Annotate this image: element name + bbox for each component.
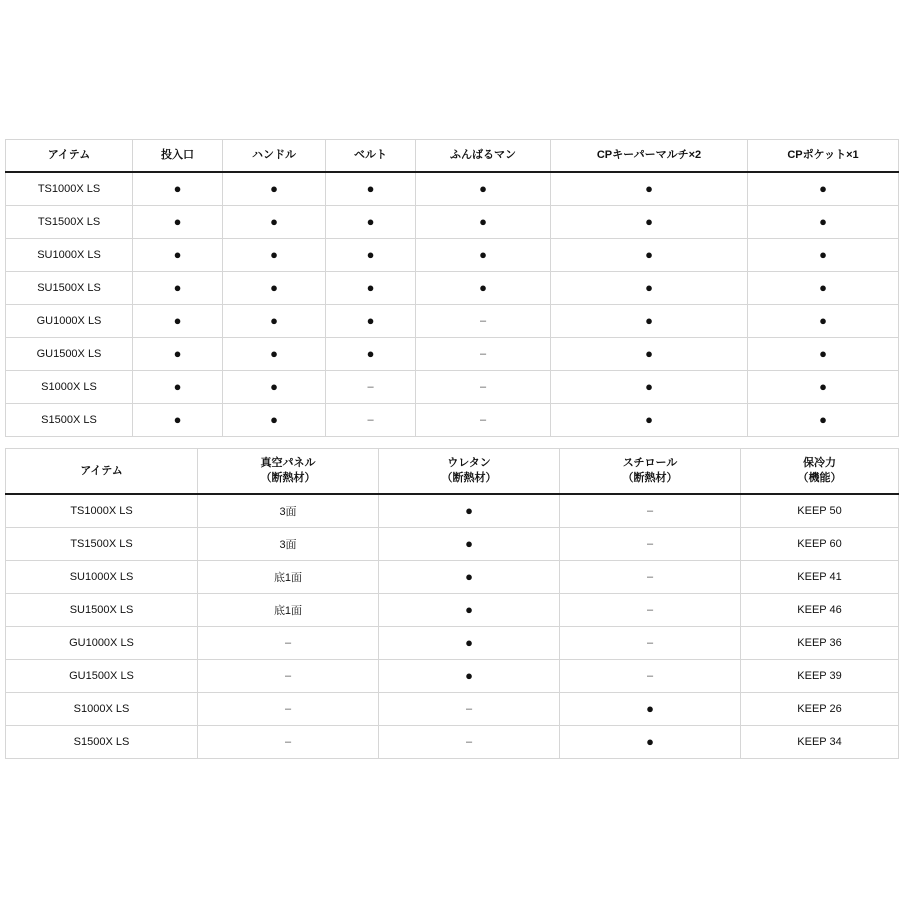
dash-mark: – bbox=[646, 604, 654, 616]
value-cell bbox=[326, 371, 416, 404]
table-row bbox=[6, 627, 899, 660]
value-cell bbox=[748, 305, 899, 338]
dot-mark: ● bbox=[366, 247, 375, 262]
dot-mark: ● bbox=[270, 280, 278, 295]
table-row bbox=[6, 371, 899, 404]
value-cell bbox=[551, 371, 748, 404]
dot-mark: ● bbox=[173, 181, 182, 196]
dot-mark: ● bbox=[819, 181, 827, 196]
dash-mark: – bbox=[646, 571, 654, 583]
header-row bbox=[6, 140, 899, 173]
table-row bbox=[6, 693, 899, 726]
column-header-line: （断熱材） bbox=[441, 472, 497, 484]
dot-mark: ● bbox=[645, 412, 653, 427]
column-header: アイテム bbox=[6, 140, 133, 173]
value-cell bbox=[198, 726, 379, 759]
dot-mark: ● bbox=[645, 247, 653, 262]
dash-mark: – bbox=[646, 505, 654, 517]
value-cell bbox=[379, 627, 560, 660]
dot-mark: ● bbox=[173, 313, 182, 328]
dash-mark: – bbox=[479, 414, 487, 426]
value-cell bbox=[560, 494, 741, 528]
value-cell: 3面 bbox=[198, 528, 379, 561]
dot-mark: ● bbox=[646, 701, 654, 716]
value-cell bbox=[416, 371, 551, 404]
accessories-table-body bbox=[6, 172, 899, 437]
value-cell: KEEP 60 bbox=[741, 528, 899, 561]
item-name-cell: SU1000X LS bbox=[6, 561, 198, 594]
value-cell bbox=[223, 272, 326, 305]
dot-mark: ● bbox=[645, 280, 653, 295]
item-name-cell: TS1000X LS bbox=[6, 172, 133, 206]
value-cell bbox=[416, 272, 551, 305]
value-cell bbox=[379, 660, 560, 693]
item-name-cell: S1500X LS bbox=[6, 404, 133, 437]
table-row bbox=[6, 272, 899, 305]
accessories-table-header bbox=[6, 140, 899, 173]
table-row bbox=[6, 305, 899, 338]
dot-mark: ● bbox=[270, 379, 278, 394]
value-cell bbox=[133, 338, 223, 371]
column-header: CPキーパーマルチ×2 bbox=[551, 140, 748, 173]
value-cell: KEEP 36 bbox=[741, 627, 899, 660]
dot-mark: ● bbox=[465, 602, 473, 617]
dot-mark: ● bbox=[645, 346, 653, 361]
value-cell bbox=[223, 305, 326, 338]
column-header bbox=[198, 449, 379, 495]
dot-mark: ● bbox=[819, 280, 827, 295]
value-cell bbox=[748, 272, 899, 305]
column-header-line: （機能） bbox=[797, 472, 842, 484]
column-header-line: アイテム bbox=[80, 464, 123, 477]
dot-mark: ● bbox=[173, 280, 182, 295]
value-cell: 底1面 bbox=[198, 594, 379, 627]
column-header bbox=[6, 449, 198, 495]
value-cell bbox=[748, 338, 899, 371]
value-cell bbox=[379, 528, 560, 561]
dot-mark: ● bbox=[479, 214, 487, 229]
item-name-cell: TS1000X LS bbox=[6, 494, 198, 528]
column-header-line: 保冷力 bbox=[803, 457, 836, 469]
insulation-table-header bbox=[6, 449, 899, 495]
value-cell bbox=[379, 561, 560, 594]
value-cell bbox=[560, 528, 741, 561]
column-header-line: （断熱材） bbox=[622, 472, 678, 484]
value-cell bbox=[416, 172, 551, 206]
table-row bbox=[6, 561, 899, 594]
table-row bbox=[6, 239, 899, 272]
column-header-line: 真空パネル bbox=[260, 457, 316, 469]
dot-mark: ● bbox=[270, 247, 278, 262]
value-cell bbox=[416, 338, 551, 371]
item-name-cell: TS1500X LS bbox=[6, 206, 133, 239]
value-cell: KEEP 26 bbox=[741, 693, 899, 726]
dot-mark: ● bbox=[819, 346, 827, 361]
value-cell: KEEP 39 bbox=[741, 660, 899, 693]
dot-mark: ● bbox=[819, 214, 827, 229]
item-name-cell: S1500X LS bbox=[6, 726, 198, 759]
value-cell bbox=[326, 404, 416, 437]
dash-mark: – bbox=[465, 736, 473, 748]
value-cell bbox=[379, 494, 560, 528]
value-cell bbox=[223, 371, 326, 404]
item-name-cell: GU1000X LS bbox=[6, 305, 133, 338]
column-header: ハンドル bbox=[223, 140, 326, 173]
value-cell bbox=[379, 594, 560, 627]
column-header: 投入口 bbox=[133, 140, 223, 173]
dash-mark: – bbox=[646, 670, 654, 682]
dot-mark: ● bbox=[479, 280, 487, 295]
item-name-cell: S1000X LS bbox=[6, 693, 198, 726]
dot-mark: ● bbox=[819, 412, 827, 427]
dash-mark: – bbox=[479, 381, 487, 393]
value-cell bbox=[551, 239, 748, 272]
value-cell bbox=[560, 561, 741, 594]
insulation-table-body bbox=[6, 494, 899, 759]
dot-mark: ● bbox=[173, 379, 182, 394]
dot-mark: ● bbox=[645, 181, 653, 196]
value-cell bbox=[416, 305, 551, 338]
value-cell bbox=[551, 172, 748, 206]
dash-mark: – bbox=[284, 736, 292, 748]
dot-mark: ● bbox=[270, 346, 278, 361]
dot-mark: ● bbox=[270, 214, 278, 229]
value-cell bbox=[416, 206, 551, 239]
column-header: CPポケット×1 bbox=[748, 140, 899, 173]
value-cell bbox=[326, 338, 416, 371]
dash-mark: – bbox=[284, 670, 292, 682]
dot-mark: ● bbox=[270, 412, 278, 427]
item-name-cell: TS1500X LS bbox=[6, 528, 198, 561]
value-cell bbox=[560, 693, 741, 726]
value-cell bbox=[551, 206, 748, 239]
value-cell bbox=[560, 627, 741, 660]
dot-mark: ● bbox=[465, 668, 473, 683]
dash-mark: – bbox=[367, 414, 374, 426]
value-cell bbox=[560, 726, 741, 759]
dot-mark: ● bbox=[645, 313, 653, 328]
item-name-cell: GU1500X LS bbox=[6, 338, 133, 371]
value-cell bbox=[748, 172, 899, 206]
table-row bbox=[6, 660, 899, 693]
item-name-cell: S1000X LS bbox=[6, 371, 133, 404]
dot-mark: ● bbox=[465, 635, 473, 650]
value-cell: KEEP 46 bbox=[741, 594, 899, 627]
value-cell bbox=[223, 338, 326, 371]
value-cell: KEEP 34 bbox=[741, 726, 899, 759]
column-header-line: ウレタン bbox=[447, 457, 491, 469]
dot-mark: ● bbox=[819, 379, 827, 394]
value-cell bbox=[133, 404, 223, 437]
value-cell bbox=[326, 239, 416, 272]
value-cell bbox=[198, 627, 379, 660]
item-name-cell: GU1500X LS bbox=[6, 660, 198, 693]
value-cell bbox=[379, 726, 560, 759]
dot-mark: ● bbox=[479, 181, 487, 196]
dash-mark: – bbox=[479, 315, 487, 327]
value-cell bbox=[133, 371, 223, 404]
dash-mark: – bbox=[479, 348, 487, 360]
item-name-cell: SU1500X LS bbox=[6, 594, 198, 627]
dot-mark: ● bbox=[270, 181, 278, 196]
dash-mark: – bbox=[646, 538, 654, 550]
value-cell: 3面 bbox=[198, 494, 379, 528]
column-header bbox=[560, 449, 741, 495]
dot-mark: ● bbox=[819, 247, 827, 262]
dash-mark: – bbox=[367, 381, 374, 393]
value-cell bbox=[198, 693, 379, 726]
dot-mark: ● bbox=[819, 313, 827, 328]
value-cell bbox=[551, 272, 748, 305]
dot-mark: ● bbox=[479, 247, 487, 262]
value-cell bbox=[133, 239, 223, 272]
value-cell bbox=[133, 172, 223, 206]
column-header-line: スチロール bbox=[622, 457, 678, 469]
value-cell bbox=[551, 404, 748, 437]
column-header-line: （断熱材） bbox=[260, 472, 316, 484]
dot-mark: ● bbox=[173, 214, 182, 229]
dash-mark: – bbox=[465, 703, 473, 715]
column-header: ふんばるマン bbox=[416, 140, 551, 173]
table-row bbox=[6, 206, 899, 239]
value-cell bbox=[416, 404, 551, 437]
value-cell bbox=[133, 206, 223, 239]
table-row bbox=[6, 404, 899, 437]
value-cell bbox=[223, 206, 326, 239]
value-cell bbox=[223, 404, 326, 437]
value-cell bbox=[326, 206, 416, 239]
value-cell: KEEP 50 bbox=[741, 494, 899, 528]
dash-mark: – bbox=[284, 703, 292, 715]
column-header bbox=[379, 449, 560, 495]
dot-mark: ● bbox=[173, 247, 182, 262]
dot-mark: ● bbox=[465, 503, 473, 518]
item-name-cell: SU1000X LS bbox=[6, 239, 133, 272]
table-row bbox=[6, 172, 899, 206]
value-cell bbox=[560, 660, 741, 693]
value-cell bbox=[326, 272, 416, 305]
value-cell: 底1面 bbox=[198, 561, 379, 594]
dot-mark: ● bbox=[366, 313, 375, 328]
dot-mark: ● bbox=[465, 536, 473, 551]
accessories-table bbox=[5, 139, 899, 437]
header-row bbox=[6, 449, 899, 495]
dot-mark: ● bbox=[645, 379, 653, 394]
value-cell bbox=[223, 239, 326, 272]
value-cell bbox=[416, 239, 551, 272]
dot-mark: ● bbox=[645, 214, 653, 229]
table-row bbox=[6, 528, 899, 561]
value-cell bbox=[748, 371, 899, 404]
item-name-cell: SU1500X LS bbox=[6, 272, 133, 305]
value-cell bbox=[379, 693, 560, 726]
insulation-table bbox=[5, 448, 899, 759]
value-cell bbox=[133, 305, 223, 338]
dash-mark: – bbox=[284, 637, 292, 649]
table-row bbox=[6, 594, 899, 627]
dot-mark: ● bbox=[366, 214, 375, 229]
dot-mark: ● bbox=[173, 346, 182, 361]
value-cell bbox=[748, 206, 899, 239]
dot-mark: ● bbox=[173, 412, 182, 427]
value-cell bbox=[551, 338, 748, 371]
value-cell bbox=[326, 172, 416, 206]
value-cell bbox=[198, 660, 379, 693]
value-cell bbox=[560, 594, 741, 627]
dash-mark: – bbox=[646, 637, 654, 649]
value-cell bbox=[748, 239, 899, 272]
value-cell bbox=[133, 272, 223, 305]
dot-mark: ● bbox=[270, 313, 278, 328]
dot-mark: ● bbox=[366, 346, 375, 361]
table-row bbox=[6, 494, 899, 528]
dot-mark: ● bbox=[465, 569, 473, 584]
value-cell bbox=[748, 404, 899, 437]
value-cell bbox=[223, 172, 326, 206]
item-name-cell: GU1000X LS bbox=[6, 627, 198, 660]
value-cell: KEEP 41 bbox=[741, 561, 899, 594]
value-cell bbox=[326, 305, 416, 338]
column-header: ベルト bbox=[326, 140, 416, 173]
dot-mark: ● bbox=[366, 181, 375, 196]
dot-mark: ● bbox=[366, 280, 375, 295]
column-header bbox=[741, 449, 899, 495]
table-row bbox=[6, 338, 899, 371]
dot-mark: ● bbox=[646, 734, 654, 749]
table-row bbox=[6, 726, 899, 759]
value-cell bbox=[551, 305, 748, 338]
